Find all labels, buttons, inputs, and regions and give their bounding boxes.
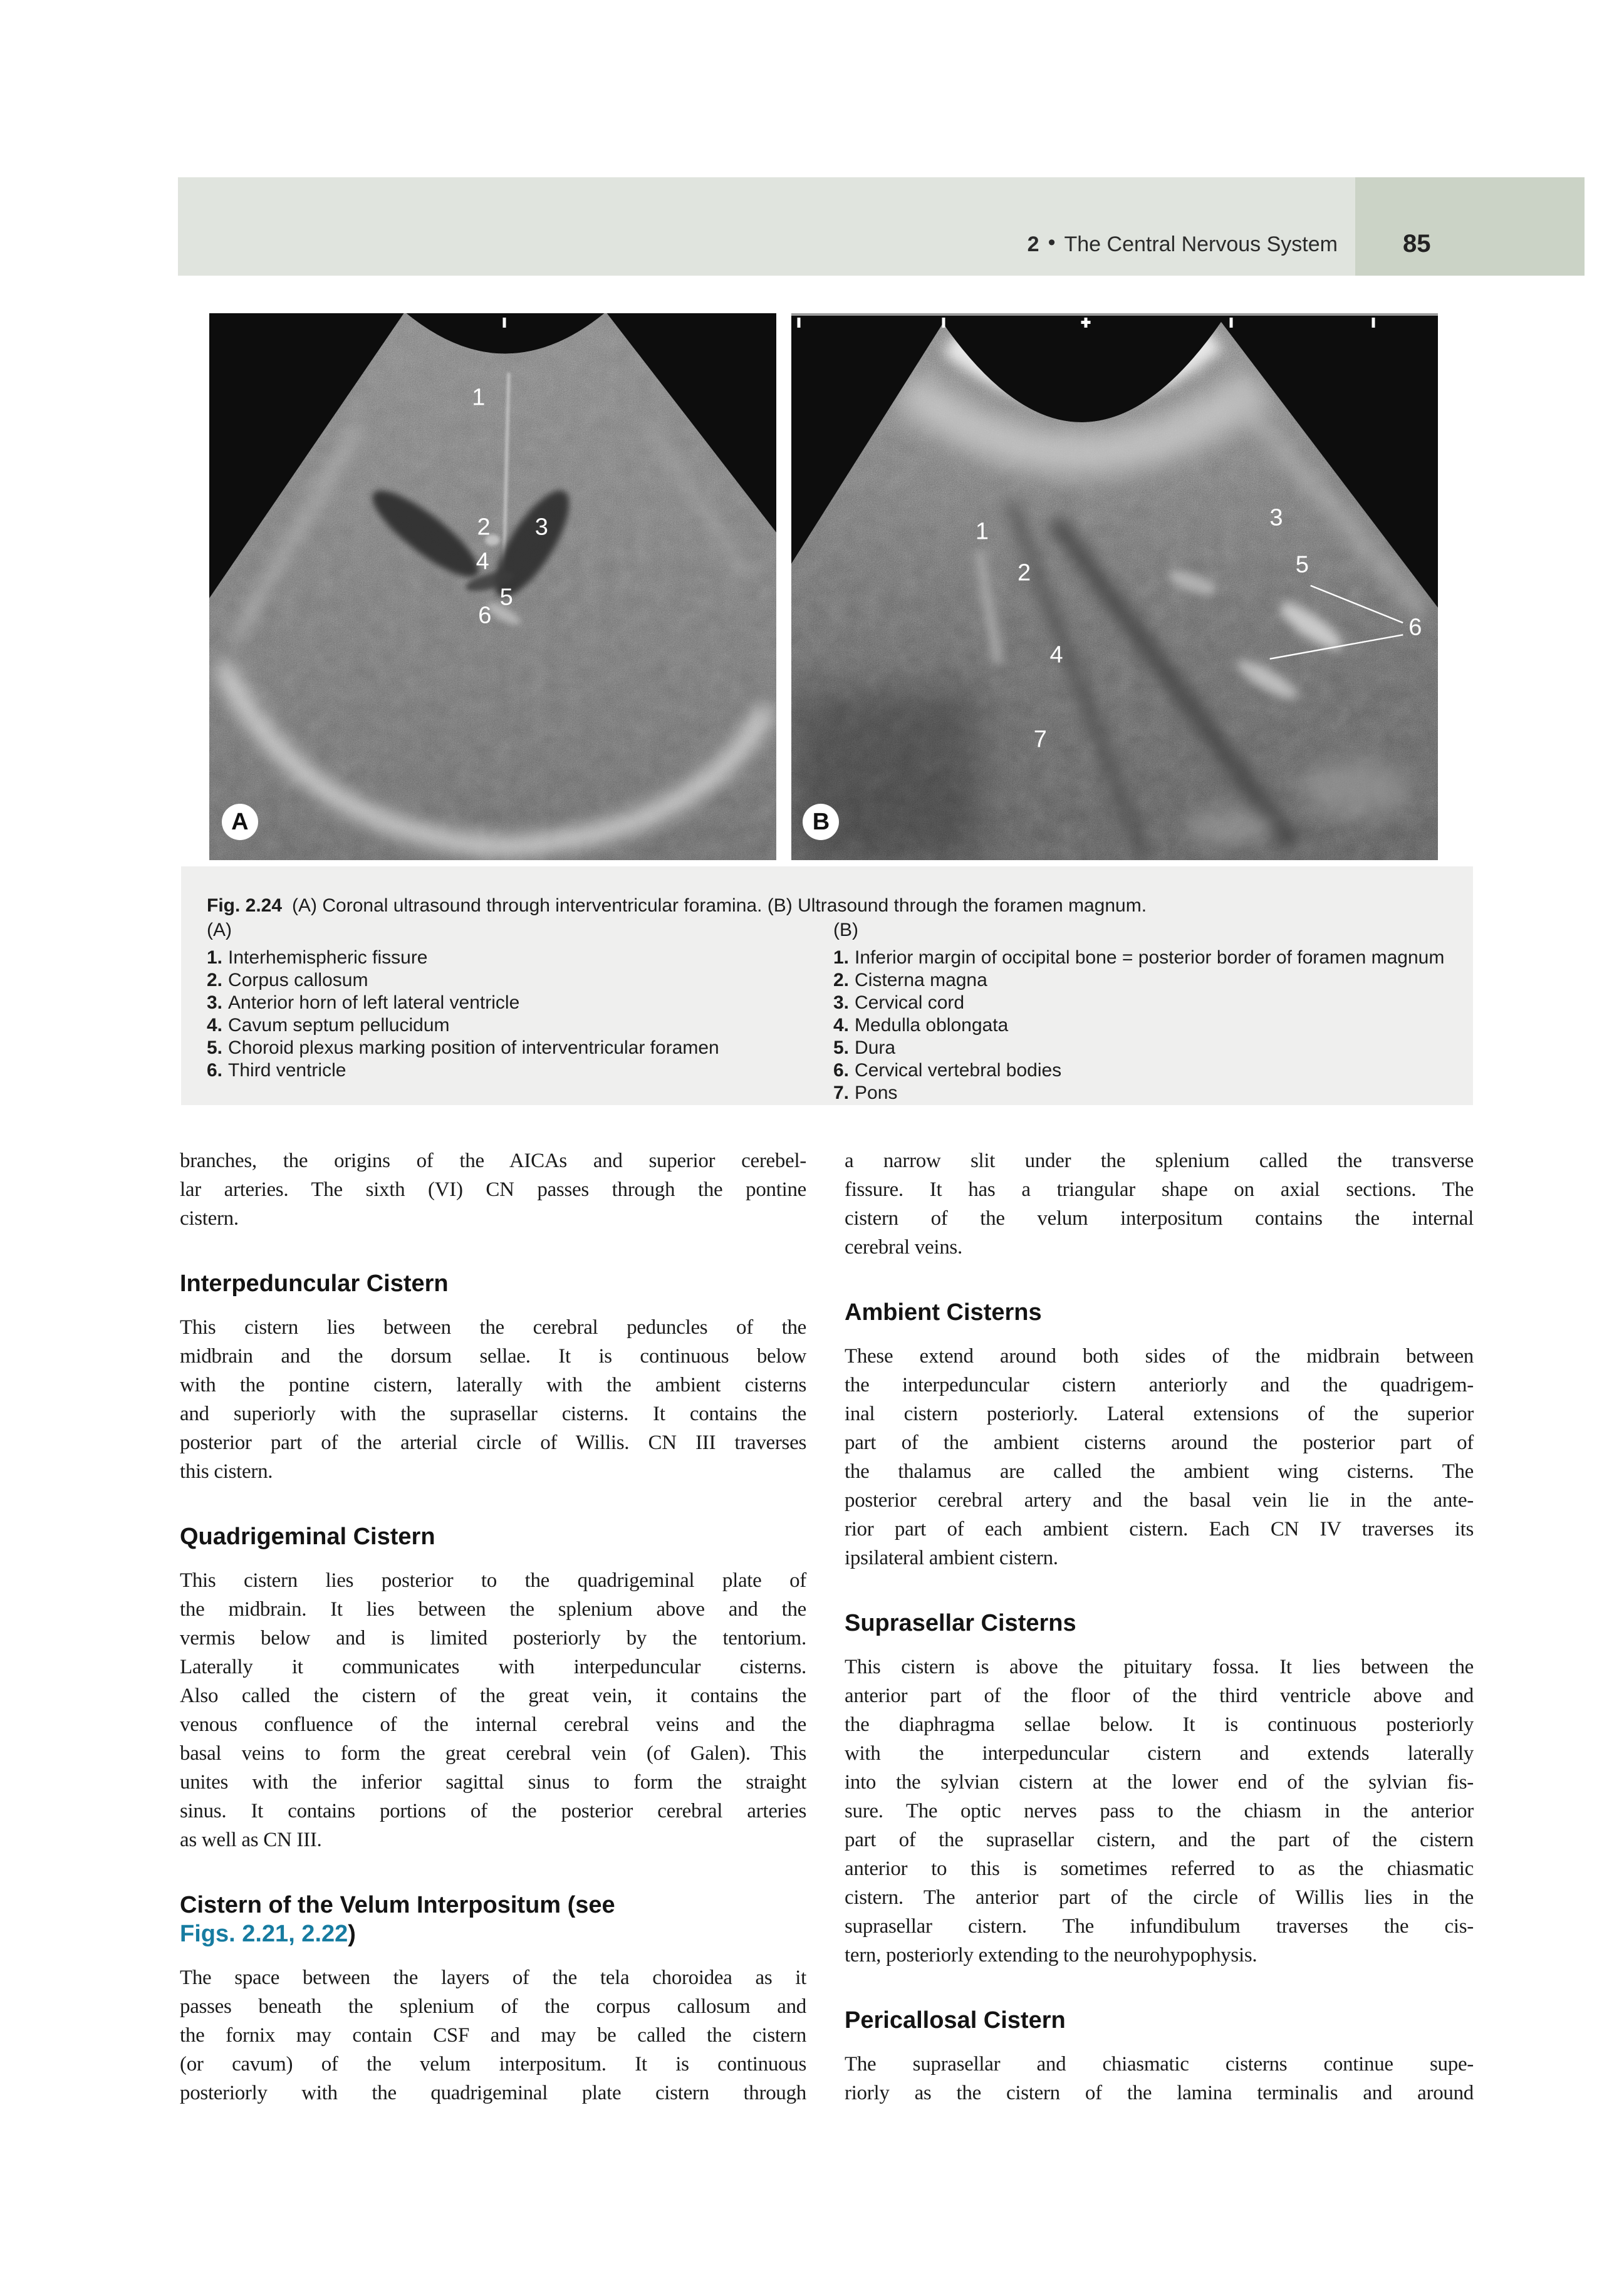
legend-item-text: Anterior horn of left lateral ventricle [228,992,520,1013]
heading-text: Quadrigeminal Cistern [180,1524,435,1550]
section-heading [845,1298,1474,1327]
section-heading [180,1522,806,1551]
figure-label-6: 6 [1408,614,1422,641]
text-line: anterior to this is sometimes referred to as the chiasmatic [845,1857,1474,1880]
paragraph [845,1653,1474,1970]
text-line: riorly as the cistern of the lamina terminalis and around [845,2082,1474,2104]
legend-item [207,1059,719,1082]
legend-item-number: 6. [833,1060,850,1081]
text-line: suprasellar cistern. The infundibulum traverses the cis- [845,1915,1474,1938]
text-line: Laterally it communicates with interpeduncular cisterns. [180,1656,806,1678]
text-line: inal cistern posteriorly. Lateral extensions of the superior [845,1403,1474,1425]
text-line: This cistern lies between the cerebral peduncles of the [180,1316,806,1339]
figure-label-3: 3 [1269,504,1283,531]
text-line: posterior cerebral artery and the basal vein lie in the ante- [845,1489,1474,1512]
legend-item-number: 4. [833,1015,850,1036]
text-line: venous confluence of the internal cerebral veins and the [180,1713,806,1736]
legend-item-number: 3. [207,992,223,1013]
text-line: the interpeduncular cistern anteriorly and the quadrigem- [845,1374,1474,1396]
figure-number: Fig. 2.24 [207,895,283,916]
heading-text: Ambient Cisterns [845,1299,1042,1326]
text-line: fissure. It has a triangular shape on axial sections. The [845,1178,1474,1201]
text-line: with the interpeduncular cistern and extends laterally [845,1742,1474,1765]
text-line: (or cavum) of the velum interpositum. It is continuous [180,2053,806,2075]
text-line: branches, the origins of the AICAs and superior cerebel- [180,1150,806,1172]
text-line: The space between the layers of the tela choroidea as it [180,1966,806,1989]
left-text-column [180,1146,806,2107]
text-line: a narrow slit under the splenium called the transverse [845,1150,1474,1172]
text-line: passes beneath the splenium of the corpus callosum and [180,1995,806,2018]
legend-b-title: (B) [833,920,858,940]
right-text-column [845,1146,1474,2107]
figure-label-1: 1 [975,518,989,545]
legend-item-number: 5. [833,1037,850,1058]
heading-text: ) [348,1921,356,1947]
text-line: Also called the cistern of the great vein, it contains the [180,1685,806,1707]
legend-item [833,1037,1444,1059]
text-line: lar arteries. The sixth (VI) CN passes through the pontine [180,1178,806,1201]
legend-item-text: Choroid plexus marking position of interventricular foramen [228,1037,719,1058]
paragraph [180,1963,806,2107]
section-heading [845,1609,1474,1638]
figure-label-3: 3 [534,514,548,541]
bullet-separator: • [1048,231,1056,254]
legend-item-number: 6. [207,1060,223,1081]
legend-b-items [833,947,1444,1104]
text-line: cistern. The anterior part of the circle of Willis lies in the [845,1886,1474,1909]
paragraph [845,1342,1474,1572]
panel-badge-B: B [803,804,839,840]
page-header [178,177,1585,276]
figure-label-2: 2 [1017,559,1031,586]
text-line: anterior part of the floor of the third ventricle above and [845,1685,1474,1707]
legend-item [833,947,1444,969]
legend-item-text: Third ventricle [228,1060,346,1081]
text-line: tern, posteriorly extending to the neurohypophysis. [845,1944,1257,1966]
figure-label-1: 1 [472,384,486,411]
text-line: this cistern. [180,1460,273,1483]
legend-item-number: 7. [833,1083,850,1103]
text-line: This cistern is above the pituitary fossa. It lies between the [845,1656,1474,1678]
ultrasound-panel-b [791,313,1438,860]
text-line: The suprasellar and chiasmatic cisterns continue supe- [845,2053,1474,2075]
legend-item-number: 2. [833,970,850,990]
text-line: as well as CN III. [180,1829,322,1851]
text-line: and superiorly with the suprasellar cisterns. It contains the [180,1403,806,1425]
text-line: ipsilateral ambient cistern. [845,1547,1058,1569]
legend-item-number: 3. [833,992,850,1013]
figure-cross-reference-link[interactable]: Figs. 2.21, 2.22 [180,1921,348,1947]
text-line: the thalamus are called the ambient wing cisterns. The [845,1460,1474,1483]
legend-item-text: Cisterna magna [855,970,987,990]
legend-item-text: Medulla oblongata [855,1015,1009,1036]
text-line: part of the ambient cisterns around the posterior part of [845,1431,1474,1454]
page-number: 85 [1403,230,1431,257]
legend-item-number: 2. [207,970,223,990]
legend-item-text: Cervical cord [855,992,965,1013]
legend-item [207,992,719,1014]
heading-line [180,1522,806,1551]
legend-item-number: 5. [207,1037,223,1058]
text-line: part of the suprasellar cistern, and the part of the cistern [845,1829,1474,1851]
legend-item-text: Corpus callosum [228,970,368,990]
legend-a-title: (A) [207,920,232,940]
pointer-lines [791,313,1438,860]
legend-item-number: 1. [833,947,850,968]
paragraph [180,1313,806,1486]
section-heading [180,1269,806,1298]
section-heading [180,1891,806,1948]
chapter-title: The Central Nervous System [1064,232,1338,256]
figure-label-4: 4 [476,548,489,575]
text-line: rior part of each ambient cistern. Each CN IV traverses its [845,1518,1474,1540]
text-line: posteriorly with the quadrigeminal plate cistern through [180,2082,806,2104]
heading-line [845,1609,1474,1638]
figure-caption-box [181,866,1473,1105]
text-line: cistern of the velum interpositum contains the internal [845,1207,1474,1230]
heading-text: Cistern of the Velum Interpositum (see [180,1892,615,1918]
heading-line [180,1919,806,1948]
text-line: cistern. [180,1207,239,1230]
legend-item [207,1037,719,1059]
legend-a-items [207,947,719,1082]
chapter-number: 2 [1027,232,1039,256]
legend-item-number: 4. [207,1015,223,1036]
figure-label-7: 7 [1033,726,1047,753]
legend-item-number: 1. [207,947,223,968]
text-line: midbrain and the dorsum sellae. It is continuous below [180,1345,806,1368]
paragraph [845,1146,1474,1262]
heading-text: Suprasellar Cisterns [845,1610,1076,1636]
heading-line [180,1269,806,1298]
figure-caption-text: (A) Coronal ultrasound through interventricular foramina. (B) Ultrasound through the foramen magnum. [292,895,1147,916]
text-line: These extend around both sides of the midbrain between [845,1345,1474,1368]
figure-label-4: 4 [1049,642,1063,668]
figure-label-2: 2 [477,514,491,541]
panel-a-annotations [209,313,776,860]
paragraph [845,2050,1474,2107]
legend-item-text: Cavum septum pellucidum [228,1015,450,1036]
text-line: basal veins to form the great cerebral vein (of Galen). This [180,1742,806,1765]
legend-item-text: Inferior margin of occipital bone = posterior border of foramen magnum [855,947,1445,968]
text-line: vermis below and is limited posteriorly by the tentorium. [180,1627,806,1649]
panel-b-annotations [791,313,1438,860]
text-line: the midbrain. It lies between the splenium above and the [180,1598,806,1621]
heading-line [180,1891,806,1919]
legend-item [207,969,719,992]
legend-panel-b [833,919,1444,1104]
ultrasound-panel-a [209,313,776,860]
text-line: cerebral veins. [845,1236,962,1259]
paragraph [180,1146,806,1233]
text-line: with the pontine cistern, laterally with the ambient cisterns [180,1374,806,1396]
legend-item [833,1082,1444,1104]
legend-item [833,969,1444,992]
legend-item [207,1014,719,1037]
running-head [178,177,1355,276]
page-number-box [1355,177,1585,276]
text-line: sinus. It contains portions of the posterior cerebral arteries [180,1800,806,1822]
panel-badge-A: A [222,804,258,840]
figure-label-6: 6 [478,602,492,629]
text-line: sure. The optic nerves pass to the chiasm in the anterior [845,1800,1474,1822]
heading-text: Interpeduncular Cistern [180,1270,449,1297]
figure-caption [207,895,1147,917]
legend-item [833,1014,1444,1037]
legend-panel-a [207,919,719,1082]
paragraph [180,1566,806,1854]
text-line: into the sylvian cistern at the lower end of the sylvian fis- [845,1771,1474,1794]
legend-item-text: Dura [855,1037,896,1058]
legend-item [833,1059,1444,1082]
text-line: the fornix may contain CSF and may be called the cistern [180,2024,806,2047]
ruler-tick [502,318,506,328]
text-line: unites with the inferior sagittal sinus to form the straight [180,1771,806,1794]
legend-item-text: Cervical vertebral bodies [855,1060,1062,1081]
section-heading [845,2006,1474,2035]
legend-item-text: Interhemispheric fissure [228,947,428,968]
legend-item [207,947,719,969]
figure-label-5: 5 [1295,551,1309,578]
figure-label-5: 5 [499,584,513,611]
heading-text: Pericallosal Cistern [845,2007,1066,2034]
heading-line [845,1298,1474,1327]
legend-item-text: Pons [855,1083,898,1103]
text-line: posterior part of the arterial circle of Willis. CN III traverses [180,1431,806,1454]
text-line: the diaphragma sellae below. It is continuous posteriorly [845,1713,1474,1736]
text-line: This cistern lies posterior to the quadrigeminal plate of [180,1569,806,1592]
heading-line [845,2006,1474,2035]
legend-item [833,992,1444,1014]
